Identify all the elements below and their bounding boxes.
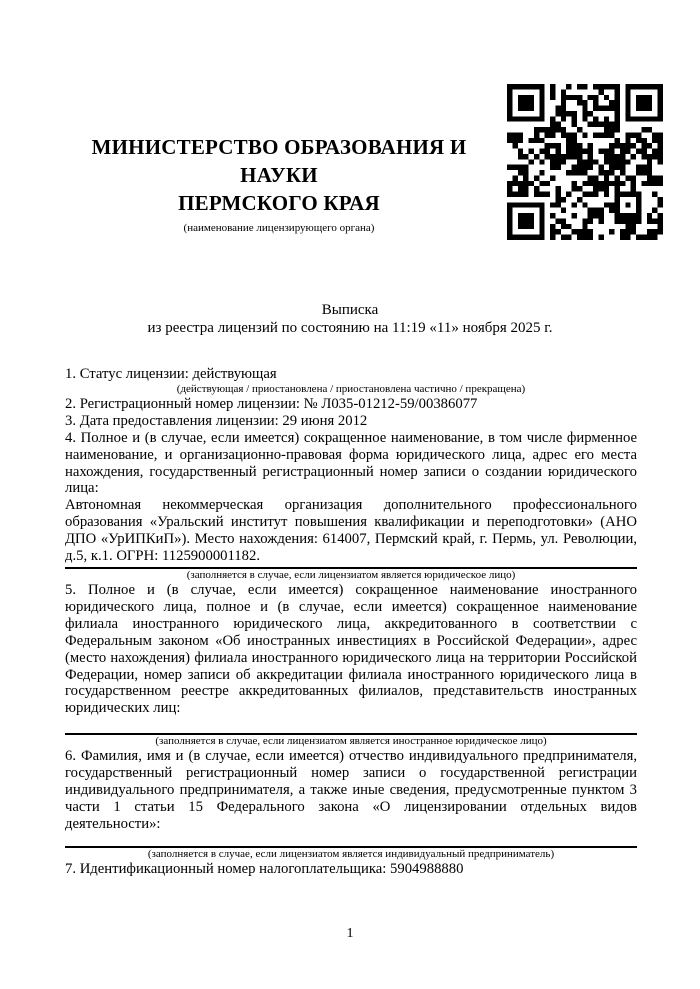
license-grant-date-line: 3. Дата предоставления лицензии: 29 июня 2012 xyxy=(65,412,368,429)
foreign-entity-rule-caption: (заполняется в случае, если лицензиатом является иностранное юридическое лицо) xyxy=(155,735,547,748)
license-status-options-caption: (действующая / приостановлена / приостановлена частично / прекращена) xyxy=(176,382,526,395)
registration-number-line: 2. Регистрационный номер лицензии: № Л035-01212-59/00386077 xyxy=(65,395,478,412)
ministry-name-line2: ПЕРМСКОГО КРАЯ xyxy=(178,191,380,215)
document-title-block xyxy=(0,301,700,337)
ministry-name-line1: МИНИСТЕРСТВО ОБРАЗОВАНИЯ И НАУКИ xyxy=(91,135,467,187)
legal-entity-details: Автономная некоммерческая организация дополнительного профессионального образования «Уральский институт повышения квалификации и переподготовки» (АНО ДПО «УрИПКиП»). Место нахождения: 614007, Пермский край, г. Пермь, ул. Революции, д.5, к.1. ОГРН: 1125900001182. xyxy=(65,497,637,565)
license-status-line: 1. Статус лицензии: действующая xyxy=(65,366,277,382)
taxpayer-id-line: 7. Идентификационный номер налогоплательщика: 5904988880 xyxy=(65,860,464,877)
legal-entity-clause-text: 4. Полное и (в случае, если имеется) сокращенное наименование, в том числе фирменное наименование, и организационно-правовая форма юридического лица, адрес его места нахождения, государственный регистрационный номер записи о создании юридического лица: xyxy=(65,429,637,497)
licensing-authority-header xyxy=(65,133,493,235)
entrepreneur-clause-text: 6. Фамилия, имя и (в случае, если имеется) отчество индивидуального предпринимателя, государственный регистрационный номер записи о государственной регистрации индивидуального предпринимателя, а также иные сведения, предусмотренные пунктом 3 части 1 статьи 15 Федерального закона «О лицензировании отдельных видов деятельности»: xyxy=(65,748,637,832)
licensing-authority-caption: (наименование лицензирующего органа) xyxy=(183,222,375,234)
document-body xyxy=(65,366,637,878)
document-subtitle: из реестра лицензий по состоянию на 11:19 «11» ноября 2025 г. xyxy=(147,320,553,336)
foreign-entity-clause-text: 5. Полное и (в случае, если имеется) сокращенное наименование иностранного юридического лица, полное и (в случае, если имеется) сокращенное наименование филиала иностранного юридического лица, аккредитованного в соответствии с Федеральным законом «Об иностранных инвестициях в Российской Федерации», адрес (место нахождения) филиала иностранного юридического лица на территории Российской Федерации, номер записи об аккредитации филиала иностранного юридического лица в государственном реестре аккредитованных филиалов, представительств иностранных юридических лиц: xyxy=(65,581,637,717)
qr-code xyxy=(507,84,663,240)
entrepreneur-rule-caption: (заполняется в случае, если лицензиатом является индивидуальный предприниматель) xyxy=(147,847,555,860)
document-title: Выписка xyxy=(321,302,379,318)
legal-entity-rule-caption: (заполняется в случае, если лицензиатом является юридическое лицо) xyxy=(186,568,516,581)
page-number: 1 xyxy=(346,926,354,941)
